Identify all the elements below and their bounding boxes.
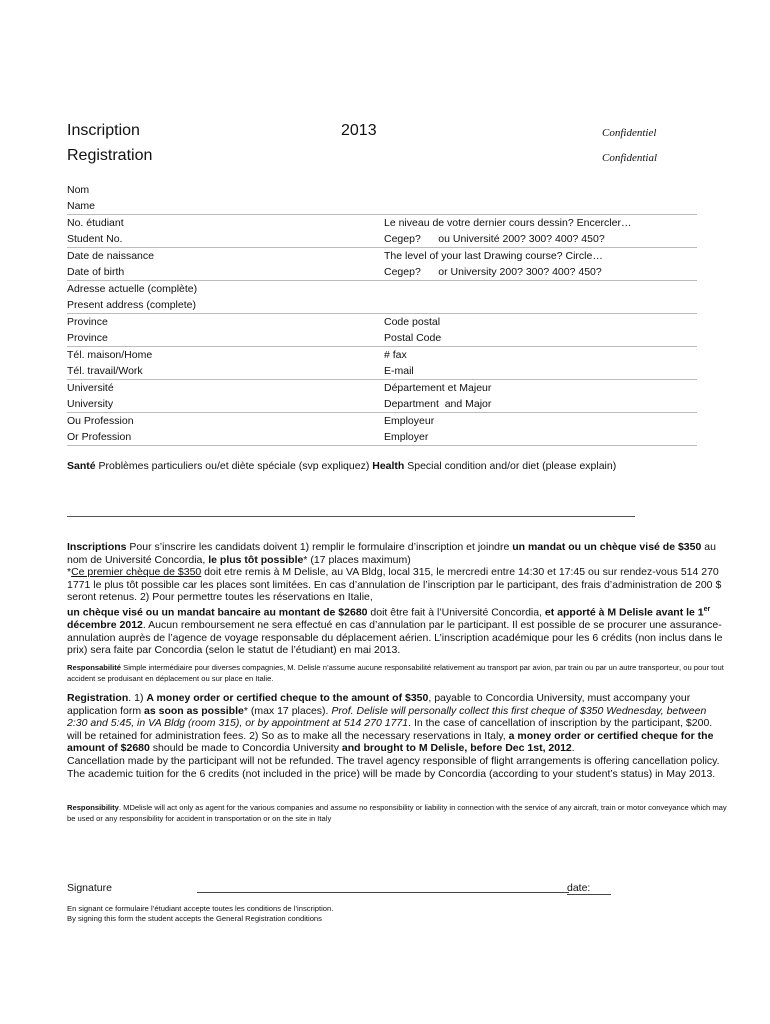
inscriptions-underlined-cheque: Ce premier chèque de $350: [71, 566, 202, 579]
date-line[interactable]: [567, 894, 611, 895]
registration-text-5: should be made to Concordia University: [149, 742, 342, 755]
form-row-student-no[interactable]: [67, 215, 697, 248]
field-label-home-phone: Tél. maison/Home: [67, 349, 153, 361]
form-row-university[interactable]: [67, 380, 697, 413]
field-label-drawing-level: The level of your last Drawing course? Circle…: [384, 250, 603, 262]
inscriptions-bold-asap: le plus tôt possible: [208, 553, 304, 566]
responsabilite-text: Simple intermédiaire pour diverses compagnies, M. Delisle n’assume aucune responsabilité relativement au transport par avion, par train ou par un autre transporteur, ou pour tout accident se produisant en déplacement ou sur place en Italie.: [67, 663, 724, 683]
sante-label: Santé: [67, 460, 96, 472]
inscriptions-text-6: . Aucun remboursement ne sera effectué en cas d’annulation par le participant. Il est possible de se procurer une assurance-annulation auprès de l’agence de voyage responsable du déplacement aérien. L’inscription académique pour les 6 crédits (non inclus dans le prix) sera faite par Concordia (selon le statut de l’étudiant) en mai 2013.: [67, 619, 723, 657]
field-label-niveau-dessin: Le niveau de votre dernier cours dessin? Encercler…: [384, 217, 632, 229]
inscriptions-text-2: au nom de Université Concordia,: [67, 541, 716, 566]
inscriptions-text-1: Pour s’inscrire les candidats doivent 1) remplir le formulaire d’inscription et joindre: [126, 541, 513, 553]
registration-italic-collection: Prof. Delisle will personally collect this first cheque of $350 Wednesday, between 2:30 and 5:45, in VA Bldg (room 315), or by appointment at 514 270 1771: [67, 704, 707, 730]
form-row-province[interactable]: [67, 314, 697, 347]
field-label-name: Name: [67, 200, 96, 212]
registration-bold-2680: a money order or certified cheque for the amount of $2680: [67, 729, 714, 755]
registration-bold-asap: as soon as possible: [144, 704, 244, 717]
field-label-work-phone: Tél. travail/Work: [67, 365, 143, 377]
inscriptions-heading: Inscriptions: [67, 541, 127, 553]
field-label-fax: # fax: [384, 349, 407, 361]
inscriptions-bold-cheque: un mandat ou un chèque visé de $350: [512, 541, 702, 553]
responsibility-paragraph: [67, 803, 727, 824]
registration-text-3: * (max 17 places).: [243, 704, 332, 717]
inscriptions-text-4: doit etre remis à M Delisle, au VA Bldg, local 315, le mercredi entre 14:30 et 17:45 ou sur rendez-vous 514 270 1771 le plus tôt possible car les places sont limitées. En cas d’annulation de l’inscription par le participant, des frais d’administration de 200 $ seront retenus. 2) Pour permettre toutes les réservations en Italie,: [67, 566, 722, 604]
year-label: 2013: [341, 122, 377, 139]
form-row-date-of-birth[interactable]: [67, 248, 697, 281]
registration-text-7: Cancellation made by the participant will not be refunded. The travel agency responsible of flight arrangements is offering cancellation policy. The academic tuition for the 6 credits (not included in the price) will be made by Concordia (according to your student’s status) in May 2013.: [67, 754, 720, 780]
signature-notes: [67, 904, 333, 923]
health-label: Health: [372, 460, 405, 472]
registration-heading: Registration: [67, 692, 129, 704]
responsibility-text: . MDelisle will act only as agent for the various companies and assume no responsibility or liability in connection with the service of any aircraft, train or motor conveyance which may be used or any responsibility for accident in transportation or on the site in Italy: [67, 803, 727, 823]
inscriptions-sup-er: er: [703, 605, 711, 613]
field-label-nom: Nom: [67, 184, 90, 196]
inscriptions-bold-date: décembre 2012: [67, 619, 143, 632]
responsabilite-label: Responsabilité: [67, 663, 122, 672]
signature-label: Signature: [67, 882, 112, 894]
registration-paragraph: [67, 692, 727, 780]
form-row-address[interactable]: [67, 281, 697, 314]
field-label-universite: Université: [67, 382, 114, 394]
field-label-adresse: Adresse actuelle (complète): [67, 283, 198, 295]
registration-bold-deadline: and brought to M Delisle, before Dec 1st, 2012: [341, 742, 572, 755]
field-label-department: Department and Major: [384, 398, 492, 410]
registration-form: [67, 182, 697, 446]
inscriptions-paragraph: [67, 541, 727, 657]
form-row-phone[interactable]: [67, 347, 697, 380]
signature-line[interactable]: [197, 892, 569, 893]
registration-text-1: . 1): [128, 692, 147, 704]
registration-bold-money-order: A money order or certified cheque to the amount of $350: [146, 692, 429, 704]
inscriptions-text-3: * (17 places maximum): [303, 553, 411, 566]
field-label-or-profession: Or Profession: [67, 431, 132, 443]
confidential-french: Confidentiel: [602, 127, 657, 139]
field-label-employer: Employer: [384, 431, 429, 443]
inscriptions-text-5: doit être fait à l’Université Concordia,: [367, 606, 545, 619]
field-label-no-etudiant: No. étudiant: [67, 217, 124, 229]
date-label: date:: [567, 882, 591, 894]
responsabilite-paragraph: [67, 663, 727, 684]
field-options-niveau: Cegep? ou Université 200? 300? 400? 450?: [384, 233, 605, 245]
field-label-address: Present address (complete): [67, 299, 196, 311]
registration-text-4: . In the case of cancellation of inscription by the participant, $200. will be retained for administration fees. 2) So as to make all the necessary reservations in Italy,: [67, 717, 713, 742]
field-label-province-fr: Province: [67, 316, 108, 328]
field-label-date-naissance: Date de naissance: [67, 250, 154, 262]
form-row-profession[interactable]: [67, 413, 697, 446]
field-label-university: University: [67, 398, 114, 410]
field-label-date-of-birth: Date of birth: [67, 266, 125, 278]
health-section: [67, 460, 697, 473]
confidential-english: Confidential: [602, 152, 657, 164]
title-french: Inscription: [67, 122, 140, 139]
inscriptions-bold-mandat: un chèque visé ou un mandat bancaire au montant de $2680: [67, 606, 368, 619]
signature-note-english: By signing this form the student accepts the General Registration conditions: [67, 913, 322, 923]
sante-text: Problèmes particuliers ou/et diète spéciale (svp expliquez): [95, 460, 373, 472]
field-label-employeur: Employeur: [384, 415, 435, 427]
title-english: Registration: [67, 147, 153, 164]
signature-note-french: En signant ce formulaire l’étudiant accepte toutes les conditions de l’inscription.: [67, 904, 334, 913]
field-label-postal-code: Postal Code: [384, 332, 442, 344]
registration-text-2: , payable to Concordia University, must accompany your application form: [67, 692, 691, 717]
responsibility-label: Responsibility: [67, 803, 119, 812]
field-options-drawing-level: Cegep? or University 200? 300? 400? 450?: [384, 266, 602, 278]
field-label-student-no: Student No.: [67, 233, 123, 245]
inscriptions-bold-deadline: et apporté à M Delisle avant le 1: [544, 606, 704, 619]
field-label-departement: Département et Majeur: [384, 382, 492, 394]
registration-text-6: .: [571, 742, 575, 755]
field-label-email: E-mail: [384, 365, 414, 377]
form-row-name[interactable]: [67, 182, 697, 215]
health-text: Special condition and/or diet (please explain): [404, 460, 617, 472]
health-answer-line[interactable]: [67, 516, 635, 517]
field-label-code-postal: Code postal: [384, 316, 441, 328]
field-label-ou-profession: Ou Profession: [67, 415, 134, 427]
inscriptions-asterisk: *: [67, 566, 72, 579]
field-label-province-en: Province: [67, 332, 108, 344]
